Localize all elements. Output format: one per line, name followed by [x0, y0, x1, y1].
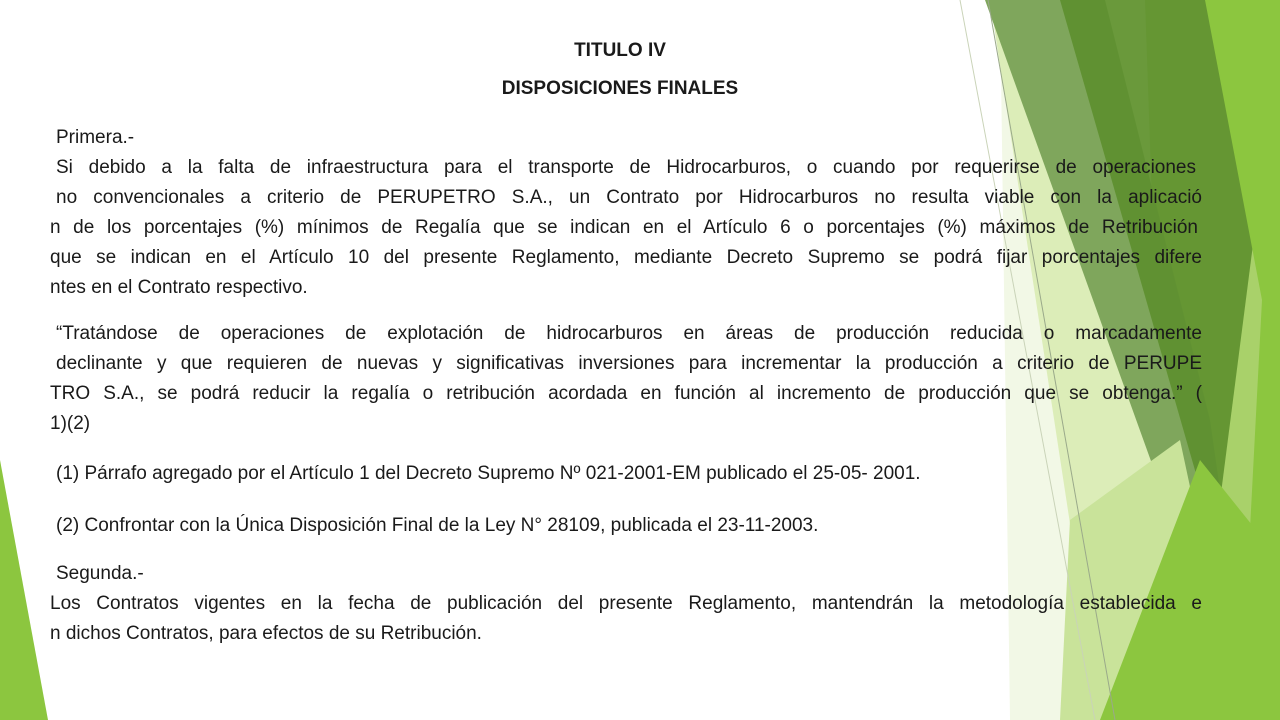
first-line: que se indican en el Artículo 10 del presente Reglamento, mediante Decreto Supremo se podrá fijar porcentajes difere [50, 247, 1202, 268]
first-heading: Primera.- [56, 127, 135, 148]
first-line: no convencionales a criterio de PERUPETRO S.A., un Contrato por Hidrocarburos no resulta viable con la aplicació [56, 187, 1202, 208]
quote-line: 1)(2) [50, 413, 91, 434]
slide-title: TITULO IV [574, 40, 666, 61]
first-line: ntes en el Contrato respectivo. [50, 277, 308, 298]
quote-line: TRO S.A., se podrá reducir la regalía o retribución acordada en función al incremento de producción que se obtenga.” ( [50, 383, 1202, 404]
first-line: Si debido a la falta de infraestructura para el transporte de Hidrocarburos, o cuando por requerirse de operaciones [56, 157, 1196, 178]
second-line: Los Contratos vigentes en la fecha de publicación del presente Reglamento, mantendrán la metodología establecida e [50, 593, 1202, 614]
footnote: (1) Párrafo agregado por el Artículo 1 del Decreto Supremo Nº 021-2001-EM publicado el 25-05- 2001. [56, 463, 921, 484]
second-heading: Segunda.- [56, 563, 144, 584]
slide-subtitle: DISPOSICIONES FINALES [501, 78, 739, 99]
footnote: (2) Confrontar con la Única Disposición Final de la Ley N° 28109, publicada el 23-11-2003. [56, 515, 819, 536]
first-line: n de los porcentajes (%) mínimos de Regalía que se indican en el Artículo 6 o porcentajes (%) máximos de Retribución [50, 217, 1198, 238]
second-line: n dichos Contratos, para efectos de su Retribución. [50, 623, 482, 644]
quote-line: declinante y que requieren de nuevas y significativas inversiones para incrementar la producción a criterio de PERUPE [56, 353, 1202, 374]
quote-line: “Tratándose de operaciones de explotación de hidrocarburos en áreas de producción reducida o marcadamente [56, 323, 1202, 344]
